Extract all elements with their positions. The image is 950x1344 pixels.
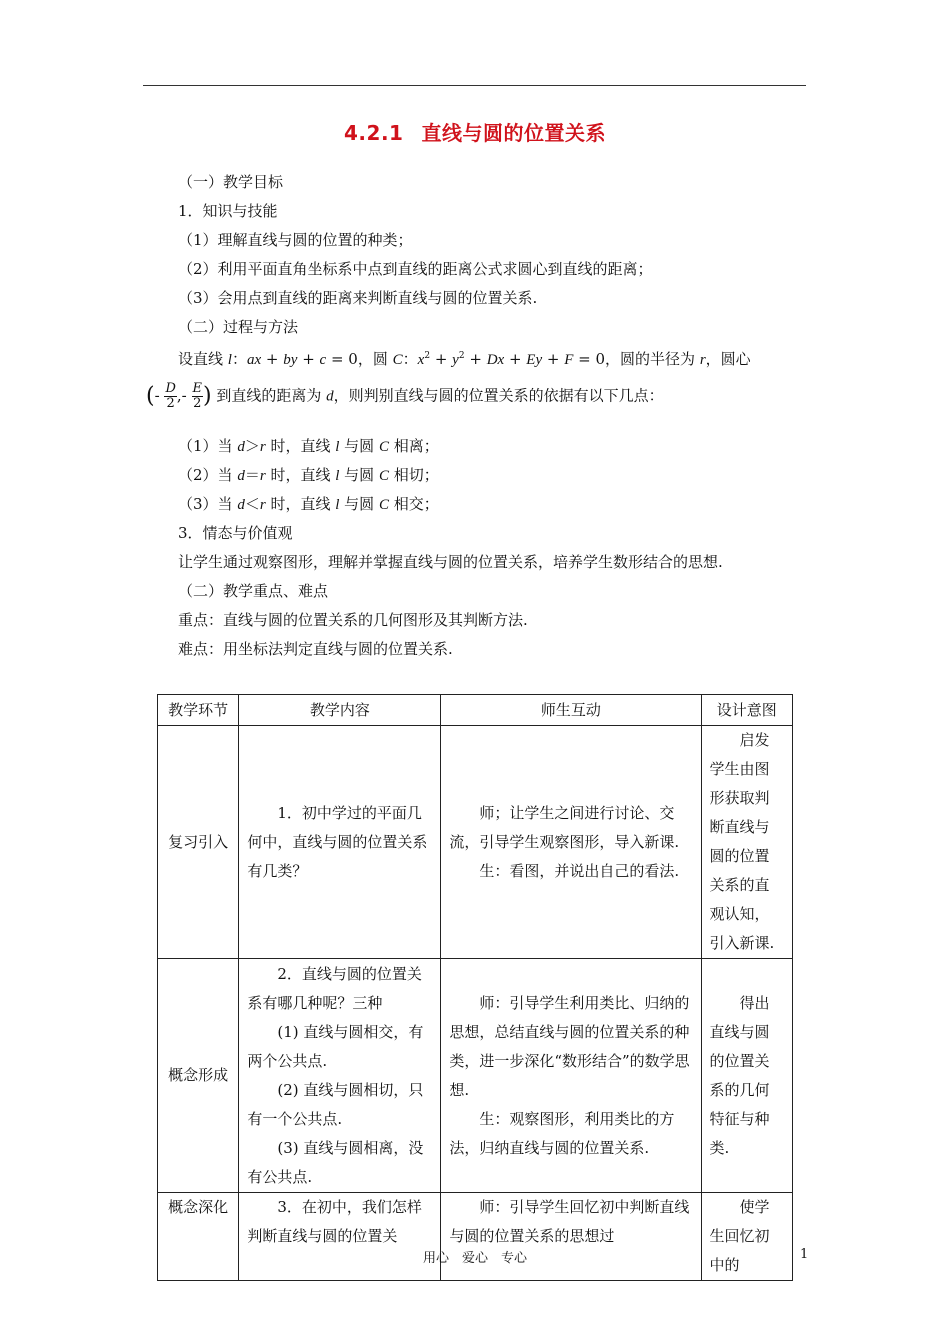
t: , xyxy=(176,386,182,405)
t: + xyxy=(261,350,284,368)
intent-cell xyxy=(701,726,792,959)
t: ＜ xyxy=(244,495,260,513)
stage-cell: 复习引入 xyxy=(158,726,239,959)
t: ＞ xyxy=(244,437,260,455)
values-heading: 3．情态与价值观 xyxy=(178,524,293,542)
t: 时，直线 xyxy=(265,495,336,513)
lesson-plan-table xyxy=(157,694,793,1281)
denominator: 2 xyxy=(166,396,175,411)
interaction-cell xyxy=(441,959,701,1193)
interaction-para: 师；让学生之间进行讨论、交流，引导学生观察图形，导入新课. xyxy=(449,803,680,851)
table-row xyxy=(158,726,793,959)
var-r: r xyxy=(259,468,266,484)
t: - xyxy=(181,386,192,405)
var-C: C xyxy=(378,439,389,455)
t: 与圆 xyxy=(339,495,379,513)
interaction-para: 生：看图，并说出自己的看法. xyxy=(479,861,680,880)
var-by: by xyxy=(283,352,298,368)
var-d: d xyxy=(237,497,245,513)
interaction-para: 生：观察图形，利用类比的方法，归纳直线与圆的位置关系. xyxy=(449,1109,675,1157)
t: 时，直线 xyxy=(265,437,336,455)
page-number: 1 xyxy=(800,1247,809,1262)
case-1 xyxy=(178,436,439,457)
var-d: d xyxy=(326,388,334,405)
var-l: l xyxy=(227,352,232,368)
var-C: C xyxy=(378,497,389,513)
t: 相离； xyxy=(388,437,439,455)
t: 相交； xyxy=(388,495,439,513)
fraction-E-over-2 xyxy=(192,382,204,411)
fraction-D-over-2 xyxy=(164,382,176,411)
interaction-cell xyxy=(441,1193,701,1281)
table-header-row xyxy=(158,695,793,726)
values-text: 让学生通过观察图形，理解并掌握直线与圆的位置关系，培养学生数形结合的思想. xyxy=(178,553,723,571)
t: 与圆 xyxy=(339,437,379,455)
var-Dx: Dx xyxy=(486,352,505,368)
content-cell xyxy=(239,959,441,1193)
t: + xyxy=(504,350,527,368)
intent-cell xyxy=(701,1193,792,1281)
t: 时，直线 xyxy=(265,466,336,484)
t: + xyxy=(430,350,453,368)
intent-para: 使学生回忆初中的 xyxy=(709,1198,770,1274)
content-para: 2．直线与圆的位置关系有哪几种呢？三种 xyxy=(247,964,422,1012)
paren-close: ) xyxy=(203,383,212,409)
t: 到直线的距离为 xyxy=(211,386,327,405)
var-r: r xyxy=(259,439,266,455)
goal-2: （2）利用平面直角坐标系中点到直线的距离公式求圆心到直线的距离； xyxy=(178,260,653,278)
case-3 xyxy=(178,494,439,515)
t: = 0，圆的半径为 xyxy=(573,350,700,368)
t: ： xyxy=(402,350,418,368)
denominator: 2 xyxy=(193,396,202,411)
t: 相切； xyxy=(388,466,439,484)
t: + xyxy=(297,350,320,368)
stage-cell: 概念深化 xyxy=(158,1193,239,1281)
header-content: 教学内容 xyxy=(239,695,441,726)
t: ，则判别直线与圆的位置关系的依据有以下几点： xyxy=(333,386,664,405)
content-cell xyxy=(239,1193,441,1281)
var-ax: ax xyxy=(246,352,262,368)
t: （1）当 xyxy=(178,437,238,455)
content-cell xyxy=(239,726,441,959)
header-intent: 设计意图 xyxy=(701,695,792,726)
goal-1: （1）理解直线与圆的位置的种类； xyxy=(178,231,413,249)
var-r: r xyxy=(699,352,706,368)
table-row xyxy=(158,959,793,1193)
var-l: l xyxy=(335,468,340,484)
t: （3）当 xyxy=(178,495,238,513)
difficult-point: 难点：用坐标法判定直线与圆的位置关系. xyxy=(178,640,453,658)
content-para: (2) 直线与圆相切，只有一个公共点. xyxy=(247,1080,424,1128)
content-para: 1．初中学过的平面几何中，直线与圆的位置关系有几类？ xyxy=(247,803,428,880)
interaction-cell xyxy=(441,726,701,959)
goals-heading: （一）教学目标 xyxy=(178,173,284,191)
header-stage: 教学环节 xyxy=(158,695,239,726)
t: ＝ xyxy=(244,466,260,484)
intent-para: 启发学生由图形获取判断直线与圆的位置关系的直观认知，引入新课. xyxy=(709,731,775,952)
var-F: F xyxy=(564,352,574,368)
var-d: d xyxy=(237,439,245,455)
keypoints-heading: （二）教学重点、难点 xyxy=(178,582,329,600)
table-row xyxy=(158,1193,793,1281)
paren-open: ( xyxy=(146,383,155,409)
process-heading: （二）过程与方法 xyxy=(178,318,299,336)
interaction-para: 师：引导学生回忆初中判断直线与圆的位置关系的思想过 xyxy=(449,1198,690,1245)
var-r: r xyxy=(259,497,266,513)
content-para: (1) 直线与圆相交，有两个公共点. xyxy=(247,1022,424,1070)
t: + xyxy=(542,350,565,368)
var-l: l xyxy=(335,439,340,455)
stage-cell: 概念形成 xyxy=(158,959,239,1193)
t: ： xyxy=(231,350,247,368)
t: = 0，圆 xyxy=(326,350,393,368)
content-para: (3) 直线与圆相离，没有公共点. xyxy=(247,1138,424,1186)
t: ，圆心 xyxy=(705,350,751,368)
goal-3: （3）会用点到直线的距离来判断直线与圆的位置关系. xyxy=(178,289,538,307)
numerator: E xyxy=(192,381,202,396)
center-line xyxy=(146,382,664,411)
var-Ey: Ey xyxy=(526,352,543,368)
section-number: 4.2.1 xyxy=(344,121,404,145)
content-para: 3．在初中，我们怎样判断直线与圆的位置关 xyxy=(247,1198,422,1245)
var-C: C xyxy=(392,352,403,368)
numerator: D xyxy=(165,381,176,396)
footer-text: 用心 爱心 专心 xyxy=(422,1251,527,1266)
var-C: C xyxy=(378,468,389,484)
intent-para: 得出直线与圆的位置关系的几何特征与种类. xyxy=(709,993,770,1157)
var-d: d xyxy=(237,468,245,484)
sup: 2 xyxy=(458,351,465,361)
title-text: 直线与圆的位置关系 xyxy=(421,121,606,145)
var-c: c xyxy=(319,352,327,368)
t: 与圆 xyxy=(339,466,379,484)
t: 设直线 xyxy=(178,350,228,368)
t: + xyxy=(464,350,487,368)
page-title xyxy=(0,117,950,146)
key-point: 重点：直线与圆的位置关系的几何图形及其判断方法. xyxy=(178,611,528,629)
sup: 2 xyxy=(424,351,431,361)
var-l: l xyxy=(335,497,340,513)
t: - xyxy=(154,386,165,405)
header-rule xyxy=(143,85,806,86)
header-interaction: 师生互动 xyxy=(441,695,701,726)
case-2 xyxy=(178,465,439,486)
t: （2）当 xyxy=(178,466,238,484)
intent-cell xyxy=(701,959,792,1193)
knowledge-heading: 1．知识与技能 xyxy=(178,202,278,220)
setup-line xyxy=(178,346,751,370)
interaction-para: 师：引导学生利用类比、归纳的思想，总结直线与圆的位置关系的种类，进一步深化“数形结合”的数学思想. xyxy=(449,993,690,1099)
var-y: y xyxy=(452,352,459,368)
var-x: x xyxy=(417,352,425,368)
